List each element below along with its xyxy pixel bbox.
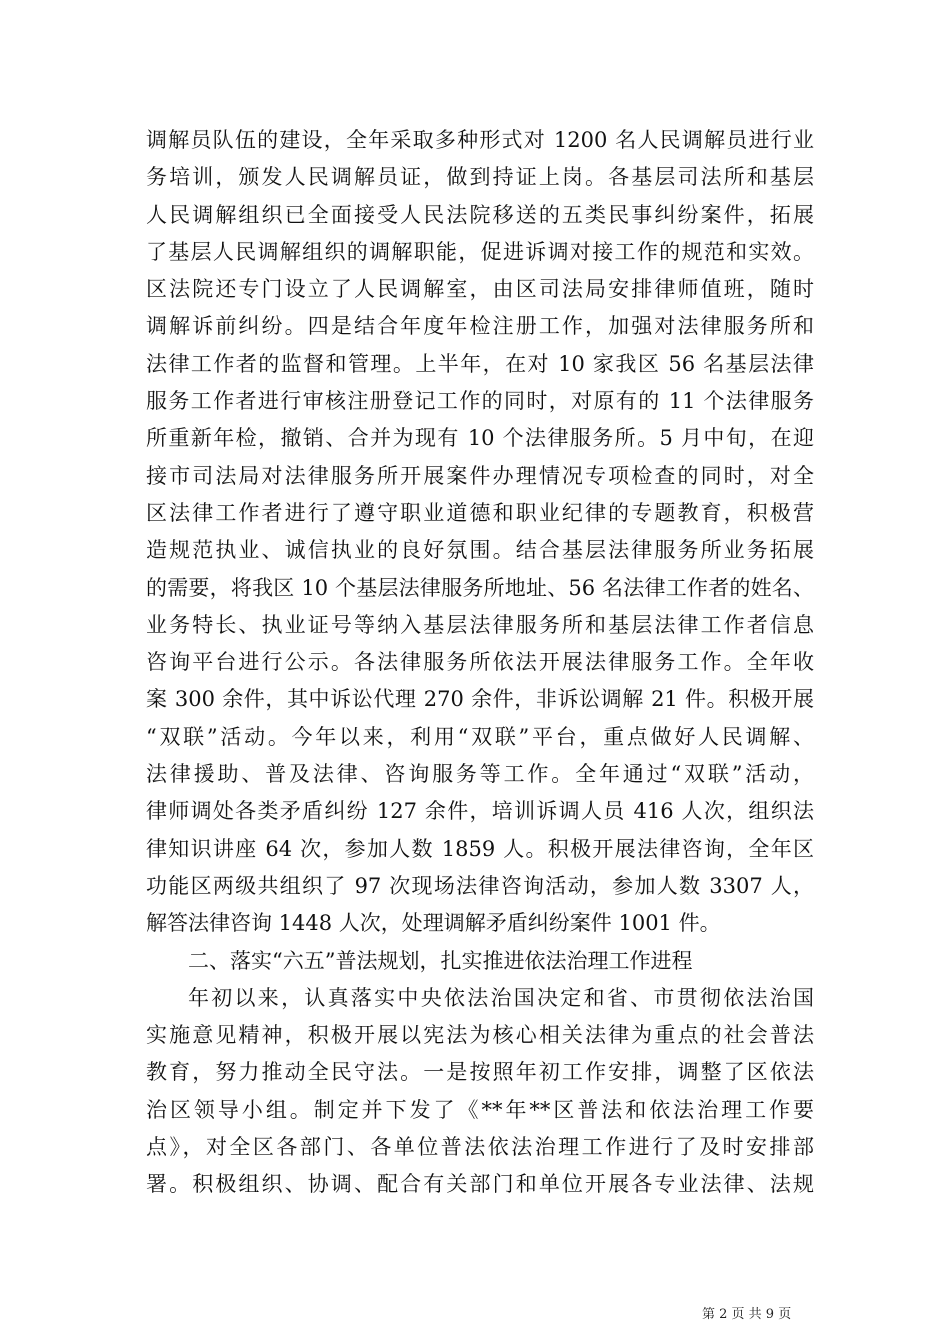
text-line: 区法院还专门设立了人民调解室，由区司法局安排律师值班，随时 [146, 277, 814, 302]
text-line: 法律援助、普及法律、咨询服务等工作。全年通过“双联”活动， [146, 762, 814, 787]
text-line: 律知识讲座 64 次，参加人数 1859 人。积极开展法律咨询，全年区 [146, 836, 814, 861]
text-line: 年初以来，认真落实中央依法治国决定和省、市贯彻依法治国 [188, 985, 814, 1010]
text-line: 了基层人民调解组织的调解职能，促进诉调对接工作的规范和实效。 [146, 239, 814, 264]
text-line: 的需要，将我区 10 个基层法律服务所地址、56 名法律工作者的姓名、 [146, 575, 814, 600]
text-line: 咨询平台进行公示。各法律服务所依法开展法律服务工作。全年收 [146, 650, 814, 675]
text-line: 功能区两级共组织了 97 次现场法律咨询活动，参加人数 3307 人， [146, 873, 814, 898]
text-line: 调解诉前纠纷。四是结合年度年检注册工作，加强对法律服务所和 [146, 314, 814, 339]
text-line: 解答法律咨询 1448 人次，处理调解矛盾纠纷案件 1001 件。 [146, 911, 721, 936]
text-line: 教育，努力推动全民守法。一是按照年初工作安排，调整了区依法 [146, 1060, 814, 1085]
text-line: 法律工作者的监督和管理。上半年，在对 10 家我区 56 名基层法律 [146, 351, 814, 376]
text-line: 造规范执业、诚信执业的良好氛围。结合基层法律服务所业务拓展 [146, 538, 814, 563]
section-heading: 二、落实“六五”普法规划，扎实推进依法治理工作进程 [188, 948, 693, 973]
text-line: 实施意见精神，积极开展以宪法为核心相关法律为重点的社会普法 [146, 1023, 814, 1048]
text-line: 律师调处各类矛盾纠纷 127 余件，培训诉调人员 416 人次，组织法 [146, 799, 814, 824]
page-number: 第 2 页 共 9 页 [702, 1307, 792, 1322]
text-line: 人民调解组织已全面接受人民法院移送的五类民事纠纷案件，拓展 [146, 202, 814, 227]
text-line: 调解员队伍的建设，全年采取多种形式对 1200 名人民调解员进行业 [146, 128, 814, 152]
body-text [146, 122, 814, 1204]
text-line: 治区领导小组。制定并下发了《**年**区普法和依法治理工作要 [146, 1097, 814, 1122]
text-line: 署。积极组织、协调、配合有关部门和单位开展各专业法律、法规 [146, 1172, 814, 1197]
text-line: 所重新年检，撤销、合并为现有 10 个法律服务所。5 月中旬，在迎 [146, 426, 814, 451]
text-line: 服务工作者进行审核注册登记工作的同时，对原有的 11 个法律服务 [146, 389, 814, 414]
text-line: “双联”活动。今年以来，利用“双联”平台，重点做好人民调解、 [146, 724, 814, 749]
text-line: 接市司法局对法律服务所开展案件办理情况专项检查的同时，对全 [146, 463, 814, 488]
text-line: 务培训，颁发人民调解员证，做到持证上岗。各基层司法所和基层 [146, 165, 814, 190]
text-line: 点》，对全区各部门、各单位普法依法治理工作进行了及时安排部 [146, 1135, 814, 1160]
text-line: 业务特长、执业证号等纳入基层法律服务所和基层法律工作者信息 [146, 612, 814, 637]
text-line: 案 300 余件，其中诉讼代理 270 余件，非诉讼调解 21 件。积极开展 [146, 687, 814, 712]
text-line: 区法律工作者进行了遵守职业道德和职业纪律的专题教育，积极营 [146, 500, 814, 525]
